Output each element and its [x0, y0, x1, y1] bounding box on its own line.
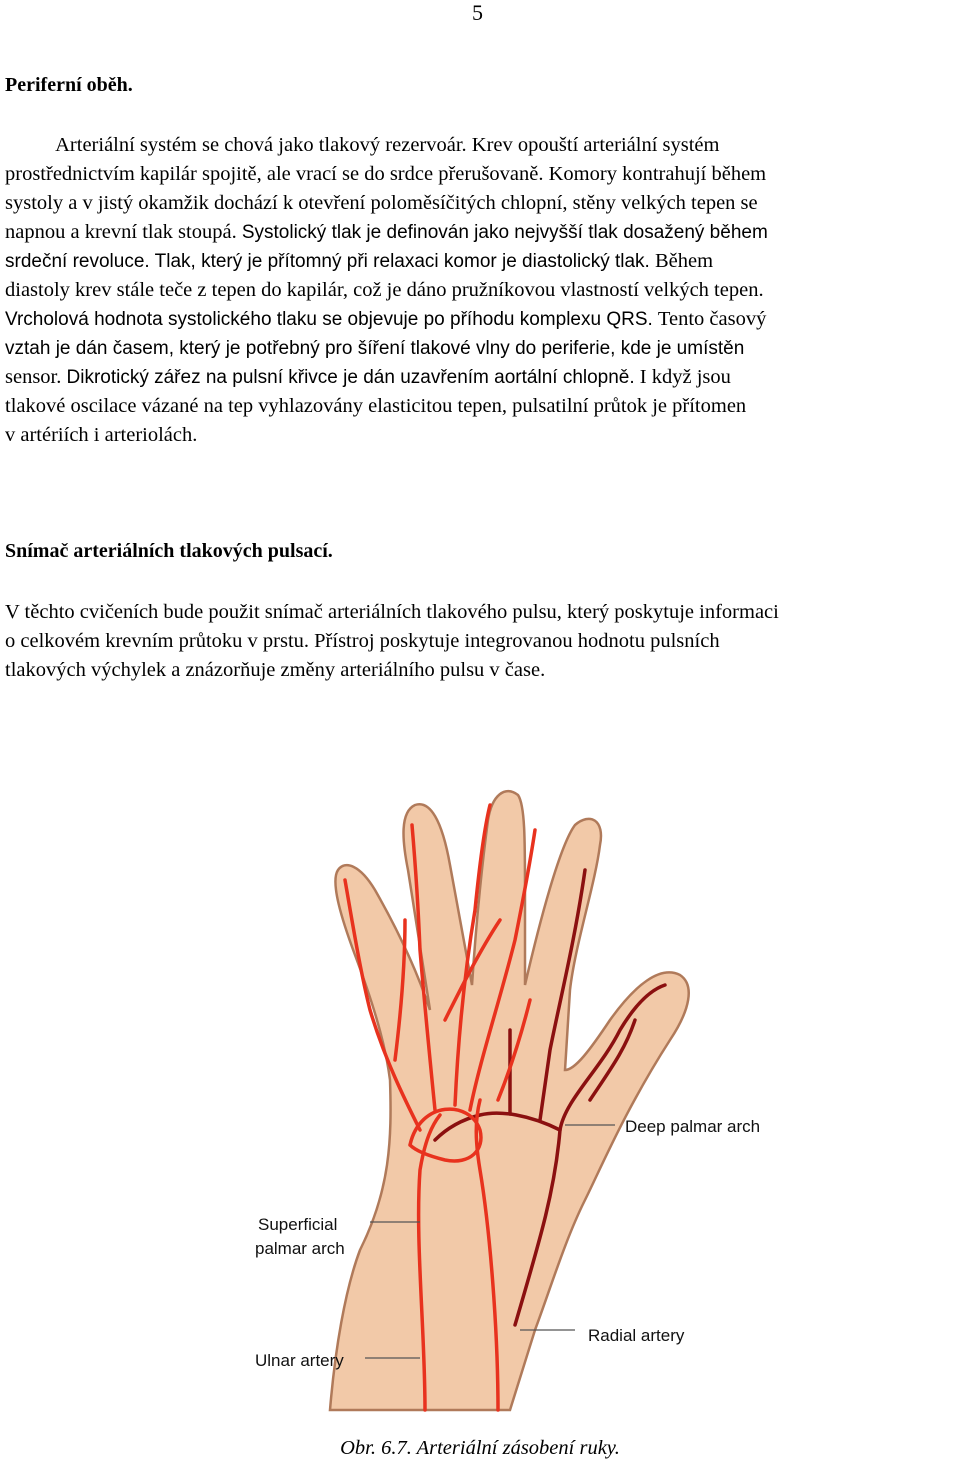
text-span: Během [654, 250, 714, 272]
text-line: diastoly krev stále teče z tepen do kapilár, což je dáno pružníkovou vlastností velkých tepen. [5, 279, 764, 301]
text-line: Arteriální systém se chová jako tlakový rezervoár. Krev opouští arteriální systém [5, 134, 720, 156]
label-superficial-line1: Superficial [258, 1215, 338, 1234]
text-line-mixed [5, 363, 960, 392]
text-line-mixed [5, 305, 960, 334]
paragraph-sensor [5, 598, 960, 685]
text-span: Dikrotický zářez na pulsní křivce je dán uzavřením aortální chlopně. [66, 367, 635, 388]
text-line-mixed [5, 218, 960, 247]
hand-arteries-figure [180, 770, 800, 1430]
text-line-mixed [5, 247, 960, 276]
text-line: v artériích i arteriolách. [5, 424, 198, 446]
text-line: prostřednictvím kapilár spojitě, ale vrací se do srdce přerušovaně. Komory kontrahují během [5, 163, 767, 185]
label-deep-palmar-arch: Deep palmar arch [625, 1117, 761, 1136]
section-heading-peripheral-circulation: Periferní oběh. [5, 74, 133, 96]
text-span: Vrcholová hodnota systolického tlaku se objevuje po příhodu komplexu QRS. [5, 309, 653, 330]
label-superficial-line2: palmar arch [255, 1239, 345, 1258]
text-span: Systolický tlak je definován jako nejvyšší tlak dosažený během [241, 222, 768, 243]
page-number: 5 [472, 0, 483, 25]
text-span: I když jsou [639, 366, 731, 388]
label-radial-artery: Radial artery [588, 1326, 685, 1345]
text-line: tlakových výchylek a znázorňuje změny arteriálního pulsu v čase. [5, 659, 546, 681]
text-line: V těchto cvičeních bude použit snímač arteriálních tlakového pulsu, který poskytuje informaci [5, 601, 779, 623]
text-line: systoly a v jistý okamžik dochází k otevření poloměsíčitých chlopní, stěny velkých tepen se [5, 192, 758, 214]
text-span: sensor. [5, 366, 62, 388]
text-span: Tento časový [657, 308, 767, 330]
text-span: srdeční revoluce. Tlak, který je přítomný při relaxaci komor je diastolický tlak. [5, 251, 650, 272]
section-heading-sensor: Snímač arteriálních tlakových pulsací. [5, 540, 333, 562]
paragraph-peripheral-circulation [5, 131, 960, 450]
label-ulnar-artery: Ulnar artery [255, 1351, 344, 1370]
hand-arteries-illustration [180, 770, 800, 1430]
text-line: o celkovém krevním průtoku v prstu. Přístroj poskytuje integrovanou hodnotu pulsních [5, 630, 720, 652]
text-span: napnou a krevní tlak stoupá. [5, 221, 237, 243]
text-line: tlakové oscilace vázané na tep vyhlazovány elasticitou tepen, pulsatilní průtok je přítomen [5, 395, 747, 417]
text-line: vztah je dán časem, který je potřebný pro šíření tlakové vlny do periferie, kde je umístěn [5, 338, 745, 359]
figure-caption: Obr. 6.7. Arteriální zásobení ruky. [340, 1437, 620, 1459]
